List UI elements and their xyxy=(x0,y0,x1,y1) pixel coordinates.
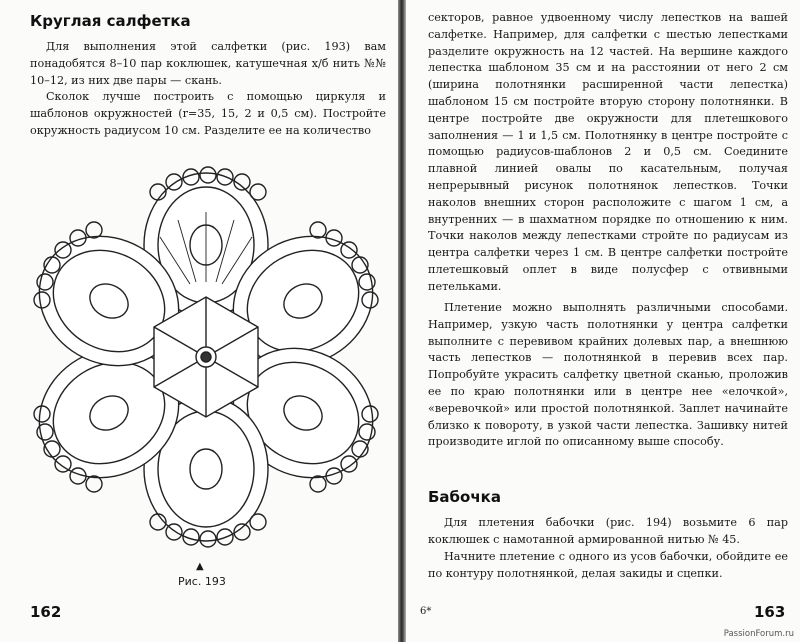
left-page xyxy=(0,0,398,642)
paragraph: Для выполнения этой салфетки (рис. 193) вам понадобятся 8–10 пар коклюшек, катушечная х/б нить №№ 10–12, из них две пары — скань. xyxy=(30,40,386,87)
figure-marker-triangle: ▲ xyxy=(196,561,204,572)
page-number-right: 163 xyxy=(754,603,786,621)
paragraph: Начните плетение с одного из усов бабочки, обойдите ее по контуру полотнянкой, делая закиды и сцепки. xyxy=(428,550,788,580)
lace-napkin-drawing xyxy=(28,152,390,572)
figure-caption: Рис. 193 xyxy=(178,575,226,588)
right-page xyxy=(406,0,800,642)
paragraph: Для плетения бабочки (рис. 194) возьмите 6 пар коклюшек с намотанной армированной нитью № 45. xyxy=(428,516,788,546)
site-watermark: PassionForum.ru xyxy=(723,629,794,639)
lace-napkin-figure xyxy=(28,152,390,572)
page-number-left: 162 xyxy=(30,603,62,621)
book-gutter xyxy=(398,0,406,642)
paragraph: Сколок лучше построить с помощью циркуля и шаблонов окружностей (r=35, 15, 2 и 0,5 см). Постройте окружность радиусом 10 см. Разделите ее на количество xyxy=(30,90,386,137)
section-heading-butterfly: Бабочка xyxy=(428,488,501,506)
section-heading-round-napkin: Круглая салфетка xyxy=(30,12,191,30)
paragraph: Плетение можно выполнять различными способами. Например, узкую часть полотнянки у центра салфетки выполните с перевивом крайних долевых пар, а внешнюю часть лепестков — полотнянкой в перевив всех пар. Попробуйте украсить салфетку цветной сканью, проложив ее по краю полотнянки или в центре нее «елочкой», «веревочкой» или простой полотнянкой. Заплет начинайте близко к повороту, в узкой части лепестка. Зашивку нитей производите иглой по описанному выше способу. xyxy=(428,301,788,449)
paragraph: секторов, равное удвоенному числу лепестков на вашей салфетке. Например, для салфетки с шестью лепестками разделите окружность на 12 частей. На вершине каждого лепестка шаблоном 35 см и на расстоянии от него 2 см (ширина полотнянки расширенной части лепестка) шаблоном 15 см постройте вторую сторону полотнянки. В центре постройте две окружности для плетешкового заполнения — 1 и 1,5 см. Полотнянку в центре постройте с помощью радиусов-шаблонов 2 и 0,5 см. Соедините плавной линией овалы по касательным, получая непрерывный рисунок полотнянок лепестков. Точки наколов внешних сторон расположите с шагом 1 см, а внутренних — в шахматном порядке по отношению к ним. Точки наколов между лепестками стройте по радиусам из центра салфетки через 1 см. В центре салфетки постройте плетешковый оплет в виде полусфер с отвивными петельками. xyxy=(428,11,788,293)
printer-signature-mark: 6* xyxy=(420,606,432,617)
